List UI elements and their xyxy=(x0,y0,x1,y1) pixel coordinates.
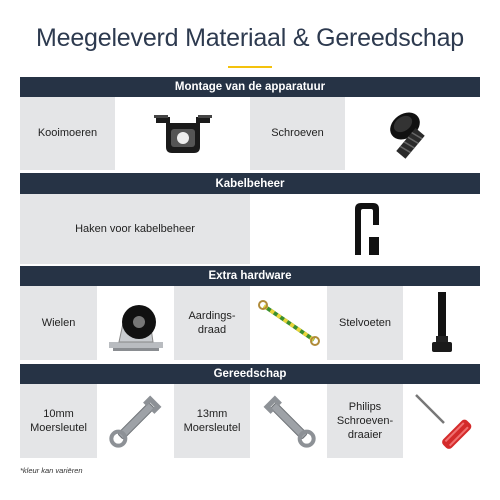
screw-icon xyxy=(345,97,480,170)
label-wheels: Wielen xyxy=(20,286,97,360)
label-phillips-screwdriver: Philips Schroeven- draaier xyxy=(327,384,403,458)
label-screws: Schroeven xyxy=(250,97,345,170)
section-header-tools: Gereedschap xyxy=(20,364,480,384)
screwdriver-icon xyxy=(403,384,480,458)
title-underline xyxy=(228,66,272,68)
caster-wheel-icon xyxy=(97,286,174,360)
label-cable-hooks: Haken voor kabelbeheer xyxy=(20,194,250,264)
grounding-wire-icon xyxy=(250,286,327,360)
footnote: *kleur kan variëren xyxy=(20,466,83,475)
wrench-icon xyxy=(250,384,327,458)
cable-hook-icon xyxy=(250,194,480,264)
label-leveling-feet: Stelvoeten xyxy=(327,286,403,360)
section-row-extra-hardware xyxy=(20,286,480,360)
wrench-icon xyxy=(97,384,174,458)
label-grounding-wire: Aardings- draad xyxy=(174,286,250,360)
section-header-extra-hardware: Extra hardware xyxy=(20,266,480,286)
section-row-cable-management xyxy=(20,194,480,264)
section-header-cable-management: Kabelbeheer xyxy=(20,173,480,194)
label-10mm-wrench: 10mm Moersleutel xyxy=(20,384,97,458)
section-header-mounting: Montage van de apparatuur xyxy=(20,77,480,97)
label-cage-nuts: Kooimoeren xyxy=(20,97,115,170)
label-13mm-wrench: 13mm Moersleutel xyxy=(174,384,250,458)
leveling-foot-icon xyxy=(403,286,480,360)
section-row-mounting xyxy=(20,97,480,170)
cage-nut-icon xyxy=(115,97,250,170)
section-row-tools xyxy=(20,384,480,458)
page-title: Meegeleverd Materiaal & Gereedschap xyxy=(36,24,464,52)
